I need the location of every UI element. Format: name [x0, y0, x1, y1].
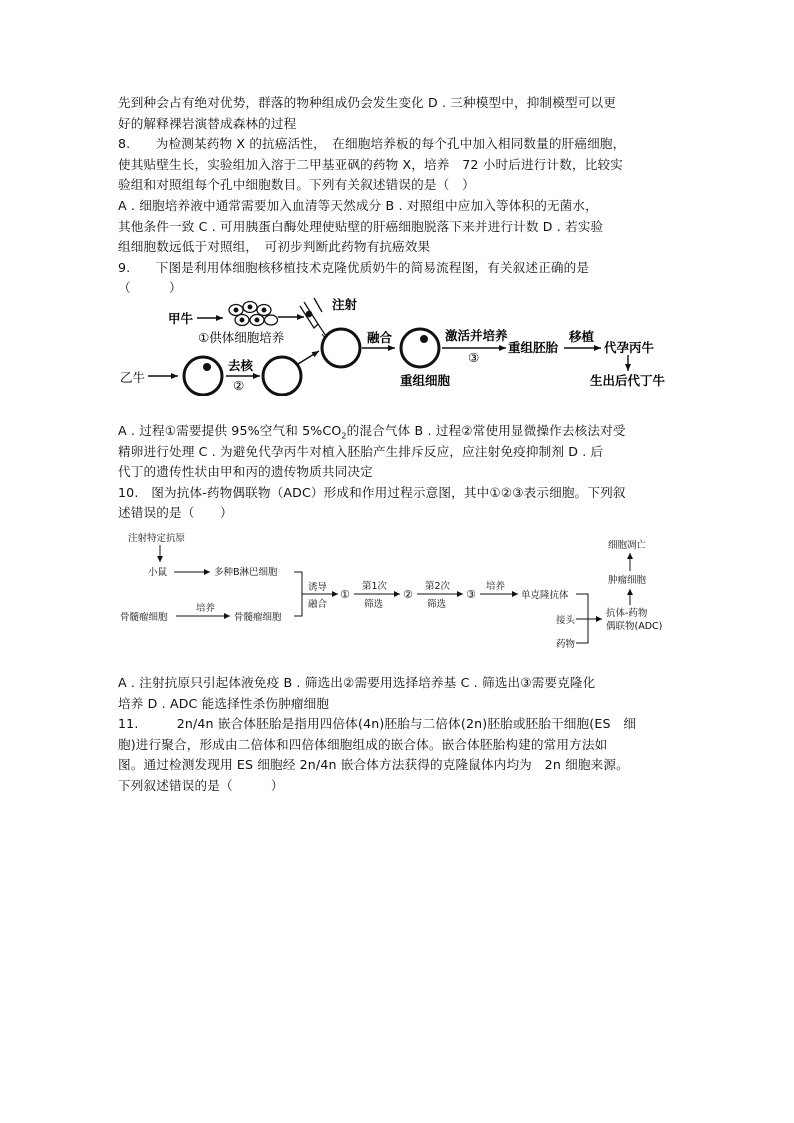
text-line: 述错误的是（ ）: [118, 505, 233, 521]
label-fusion: 融合: [367, 330, 393, 345]
label-donor-culture: ①供体细胞培养: [198, 330, 285, 345]
label-monoclonal-antibody: 单克隆抗体: [521, 590, 569, 601]
label-culture: 培养: [196, 603, 216, 614]
label-yi-cow: 乙牛: [120, 370, 146, 385]
question-8-options: A . 细胞培养液中通常需要加入血清等天然成分 B . 对照组中应加入等体积的无菌水，: [118, 197, 598, 213]
question-10-stem: 10. 图为抗体-药物偶联物（ADC）形成和作用过程示意图，其中①②③表示细胞。下列叙: [118, 484, 626, 500]
label-cell-2: ②: [403, 588, 413, 601]
question-8-stem: 8. 为检测某药物 X 的抗癌活性， 在细胞培养板的每个孔中加入相同数量的肝癌细胞，: [118, 136, 626, 152]
label-drug: 药物: [556, 639, 576, 650]
text-line: 组细胞数远低于对照组， 可初步判断此药物有抗癌效果: [118, 239, 431, 255]
question-11-stem: 11. 2n/4n 嵌合体胚胎是指用四倍体(4n)胚胎与二倍体(2n)胚胎或胚胎干细胞(ES 细: [118, 716, 637, 732]
text-line: 先到种会占有绝对优势，群落的物种组成仍会发生变化 D . 三种模型中，抑制模型可以更: [118, 95, 616, 110]
label-recombined-embryo: 重组胚胎: [508, 340, 559, 355]
text-line: 代丁的遗传性状由甲和丙的遗传物质共同决定: [118, 464, 373, 480]
label-cell-1: ①: [340, 588, 350, 601]
label-transplant: 移植: [569, 329, 595, 344]
label-offspring-cow: 生出后代丁牛: [590, 373, 666, 388]
label-surrogate-cow: 代孕丙牛: [604, 340, 655, 355]
label-myeloma-cultured: 骨髓瘤细胞: [234, 612, 282, 623]
text-line: 下列叙述错误的是（ ）: [118, 777, 284, 793]
label-mouse: 小鼠: [148, 567, 168, 578]
donor-cells-cluster: [229, 302, 278, 326]
cloning-flow-diagram: [118, 296, 678, 396]
question-9-options: A . 过程①需要提供 95%空气和 $5\%CO_2$的混合气体 B . 过程②常使用显微操作去核法对受: [118, 423, 626, 441]
label-b-cells: 多种B淋巴细胞: [214, 567, 278, 578]
text-line: 图。通过检测发现用 ES 细胞经 2n/4n 嵌合体方法获得的克隆鼠体内均为 2n 细胞来源。: [118, 757, 629, 773]
label-adc-1: 抗体-药物: [606, 608, 648, 619]
label-recombined-cell: 重组细胞: [400, 373, 451, 388]
text-block-middle: [118, 421, 678, 524]
label-screen-1-bottom: 筛选: [364, 599, 384, 610]
label-fuse: 融合: [308, 599, 328, 610]
text-block-bottom: [118, 673, 678, 797]
oocyte-with-nucleus: [184, 357, 222, 395]
label-step-2: ②: [233, 378, 245, 393]
text-line: 其他条件一致 C . 可用胰蛋白酶处理使贴壁的肝癌细胞脱落下来并进行计数 D . 若实验: [118, 218, 604, 234]
text-line: 精卵进行处理 C . 为避免代孕丙牛对植入胚胎产生排斥反应，应注射免疫抑制剂 D . 后: [118, 443, 604, 459]
label-activate-culture: 激活并培养: [445, 328, 508, 343]
question-10-options: A . 注射抗原只引起体液免疫 B . 筛选出②需要用选择培养基 C . 筛选出③需要克隆化: [118, 675, 596, 690]
text-line: 验组和对照组每个孔中细胞数目。下列有关叙述错误的是（ ）: [118, 177, 475, 193]
text-line: 好的解释裸岩演替成森林的过程: [118, 115, 297, 131]
label-inject-antigen: 注射特定抗原: [128, 533, 186, 544]
enucleated-oocyte: [263, 357, 301, 395]
label-adc-2: 偶联物(ADC): [606, 621, 663, 632]
recombined-cell: [401, 329, 439, 367]
text-line: （ ）: [118, 280, 182, 296]
label-step-3: ③: [468, 350, 480, 365]
adc-flow-diagram: [118, 527, 678, 657]
label-enucleate: 去核: [228, 358, 254, 373]
text-block-top: [118, 93, 678, 299]
label-jia-cow: 甲牛: [168, 311, 194, 326]
label-screen-1-top: 第1次: [362, 581, 388, 592]
question-9-stem: 9. 下图是利用体细胞核移植技术克隆优质奶牛的简易流程图，有关叙述正确的是: [118, 259, 590, 275]
label-injection: 注射: [332, 297, 358, 312]
label-linker: 接头: [556, 615, 576, 626]
label-cell-3: ③: [466, 588, 476, 601]
label-screen-2-top: 第2次: [425, 581, 451, 592]
label-induce: 诱导: [308, 582, 328, 593]
label-screen-2-bottom: 筛选: [427, 599, 447, 610]
label-apoptosis: 细胞凋亡: [608, 540, 647, 551]
pipette-marker: [314, 298, 322, 312]
donor-nucleus-in-pipette: [306, 311, 313, 318]
text-line: 培养 D . ADC 能选择性杀伤肿瘤细胞: [118, 695, 330, 711]
arrow: [298, 351, 319, 364]
label-culture-2: 培养: [486, 581, 506, 592]
text-line: 使其贴壁生长，实验组加入溶于二甲基亚砜的药物 X，培养 72 小时后进行计数，比较实: [118, 156, 623, 172]
oocyte-receiving-nucleus: [322, 329, 360, 367]
label-myeloma: 骨髓瘤细胞: [120, 612, 168, 623]
label-tumor-cell: 肿瘤细胞: [608, 575, 647, 586]
text-line: 胞)进行聚合，形成由二倍体和四倍体细胞组成的嵌合体。嵌合体胚胎构建的常用方法如: [118, 736, 608, 752]
